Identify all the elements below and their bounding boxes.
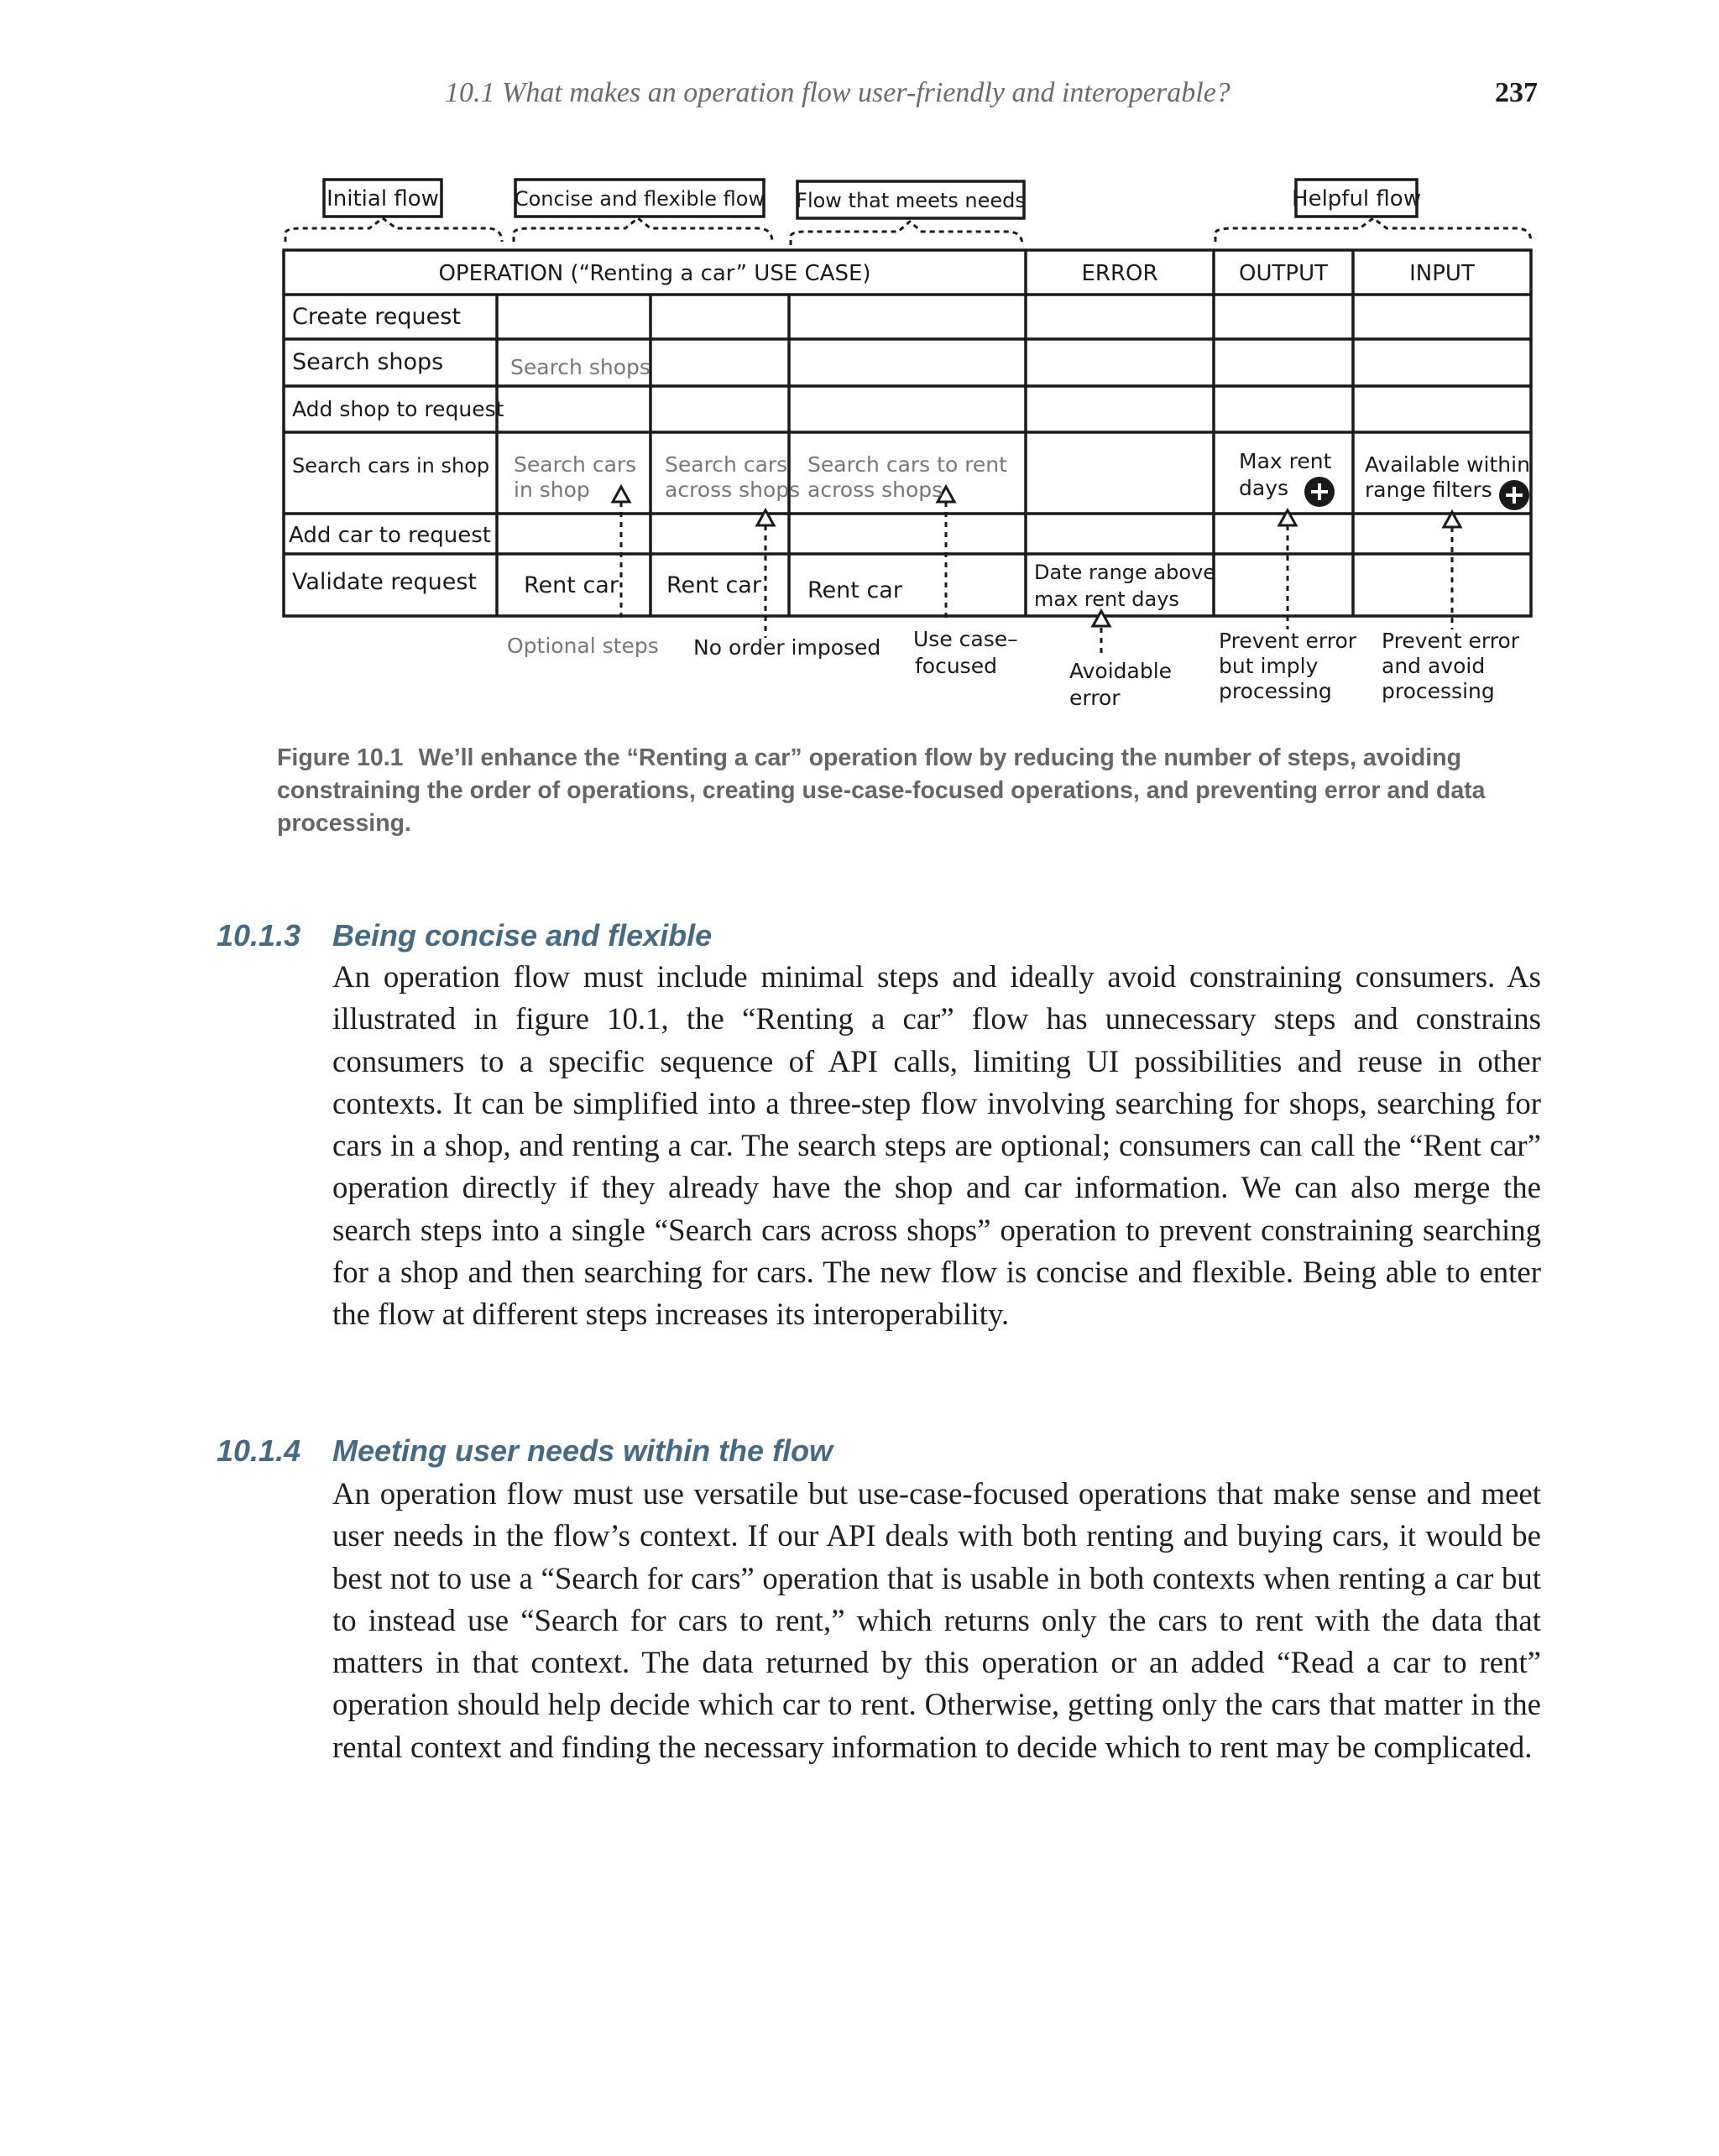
cell-date-range-line1: Date range above <box>1034 561 1215 584</box>
dashed-braces <box>285 218 1531 245</box>
cell-search-cars-in-shop-line1: Search cars <box>514 452 637 477</box>
section-body-10-1-3: An operation flow must include minimal steps and ideally avoid constraining consumers. As illustrated in figure 10.1, the “Renting a car” flow has unnecessary steps and constrains consumers to a specific sequence of API calls, limiting UI possibilities and reuse in other contexts. It can be simplified into a three-step flow involving searching for shops, searching for cars in a shop, and renting a car. The search steps are optional; consumers can call the “Rent car” operation directly if they already have the shop and car information. We can also merge the search steps into a single “Search cars across shops” operation to prevent constraining searching for a shop and then searching for cars. The new flow is concise and flexible. Being able to enter the flow at different steps increases its interoperability. <box>332 959 1541 1332</box>
header-input: INPUT <box>1409 261 1475 286</box>
cell-date-range-line2: max rent days <box>1034 587 1179 611</box>
annotation-prevent-imply-line2: but imply <box>1219 654 1319 678</box>
bracket-initial-label: Initial flow <box>327 186 439 211</box>
figure-10-1 <box>0 0 1719 730</box>
section-number: 10.1.3 <box>217 918 301 953</box>
cell-search-cars-to-rent-line2: across shops <box>807 478 943 502</box>
row-add-shop: Add shop to request <box>292 397 504 421</box>
annotation-no-order: No order imposed <box>693 635 881 660</box>
cell-search-cars-across-line2: across shops <box>665 478 801 502</box>
section-heading-10-1-4 <box>217 1433 833 1469</box>
row-add-car: Add car to request <box>289 523 491 548</box>
section-number: 10.1.4 <box>217 1433 301 1468</box>
running-title: 10.1 What makes an operation flow user-friendly and interoperable? <box>445 77 1230 108</box>
annotation-use-case-line2: focused <box>915 654 997 678</box>
figure-caption-label: Figure 10.1 <box>277 744 404 771</box>
annotation-prevent-avoid-line2: and avoid <box>1382 654 1486 678</box>
bracket-helpful-label: Helpful flow <box>1292 186 1421 211</box>
cell-search-cars-in-shop-line2: in shop <box>514 478 590 502</box>
row-create-request: Create request <box>292 304 461 330</box>
section-title: Being concise and flexible <box>332 918 713 953</box>
annotation-avoidable-line2: error <box>1069 686 1121 710</box>
section-heading-10-1-3 <box>217 918 712 953</box>
header-operation: OPERATION (“Renting a car” USE CASE) <box>438 261 871 286</box>
row-validate: Validate request <box>292 569 478 595</box>
plus-icon <box>1304 477 1335 507</box>
cell-rent-car-3: Rent car <box>807 577 902 603</box>
flow-table-grid <box>284 250 1531 616</box>
bracket-meets-label: Flow that meets needs <box>796 189 1026 212</box>
annotation-prevent-imply-line1: Prevent error <box>1219 629 1357 653</box>
header-output: OUTPUT <box>1239 261 1328 286</box>
cell-search-cars-across-line1: Search cars <box>665 452 788 477</box>
cell-max-rent-line1: Max rent <box>1239 449 1332 473</box>
cell-max-rent-line2: days <box>1239 476 1289 500</box>
annotation-optional-steps: Optional steps <box>507 634 659 658</box>
cell-search-cars-to-rent-line1: Search cars to rent <box>807 452 1007 477</box>
figure-caption-text: We’ll enhance the “Renting a car” operation flow by reducing the number of steps, avoiding constraining the order of operations, creating use-case-focused operations, and preventing error and data processing. <box>277 744 1486 837</box>
annotation-use-case-line1: Use case– <box>913 627 1018 651</box>
annotation-avoidable-line1: Avoidable <box>1069 659 1173 683</box>
bracket-concise-label: Concise and flexible flow <box>514 187 765 211</box>
annotation-prevent-avoid-line3: processing <box>1382 679 1495 703</box>
annotation-prevent-avoid-line1: Prevent error <box>1382 629 1520 653</box>
cell-rent-car-2: Rent car <box>666 572 761 598</box>
annotation-prevent-imply-line3: processing <box>1219 679 1332 703</box>
figure-caption <box>277 742 1536 840</box>
cell-available-line2: range filters <box>1365 478 1492 502</box>
row-search-shops: Search shops <box>292 349 444 375</box>
section-body-10-1-4: An operation flow must use versatile but use-case-focused operations that make sense and meet user needs in the flow’s context. If our API deals with both renting and buying cars, it would be best not to use a “Search for cars” operation that is usable in both contexts when renting a car but to instead use “Search for cars to rent,” which returns only the cars to rent with the data that matters in that context. The data returned by this operation or an added “Read a car to rent” operation should help decide which car to rent. Otherwise, getting only the cars that matter in the rental context and finding the necessary information to decide which to rent may be complicated. <box>332 1476 1541 1764</box>
cell-search-shops: Search shops <box>510 355 651 379</box>
plus-icon <box>1499 480 1529 510</box>
header-error: ERROR <box>1081 261 1158 286</box>
cell-rent-car-1: Rent car <box>524 572 619 598</box>
section-title: Meeting user needs within the flow <box>332 1433 833 1468</box>
page-number: 237 <box>1495 77 1538 108</box>
row-search-cars: Search cars in shop <box>292 454 490 478</box>
cell-available-line1: Available within <box>1365 452 1530 477</box>
